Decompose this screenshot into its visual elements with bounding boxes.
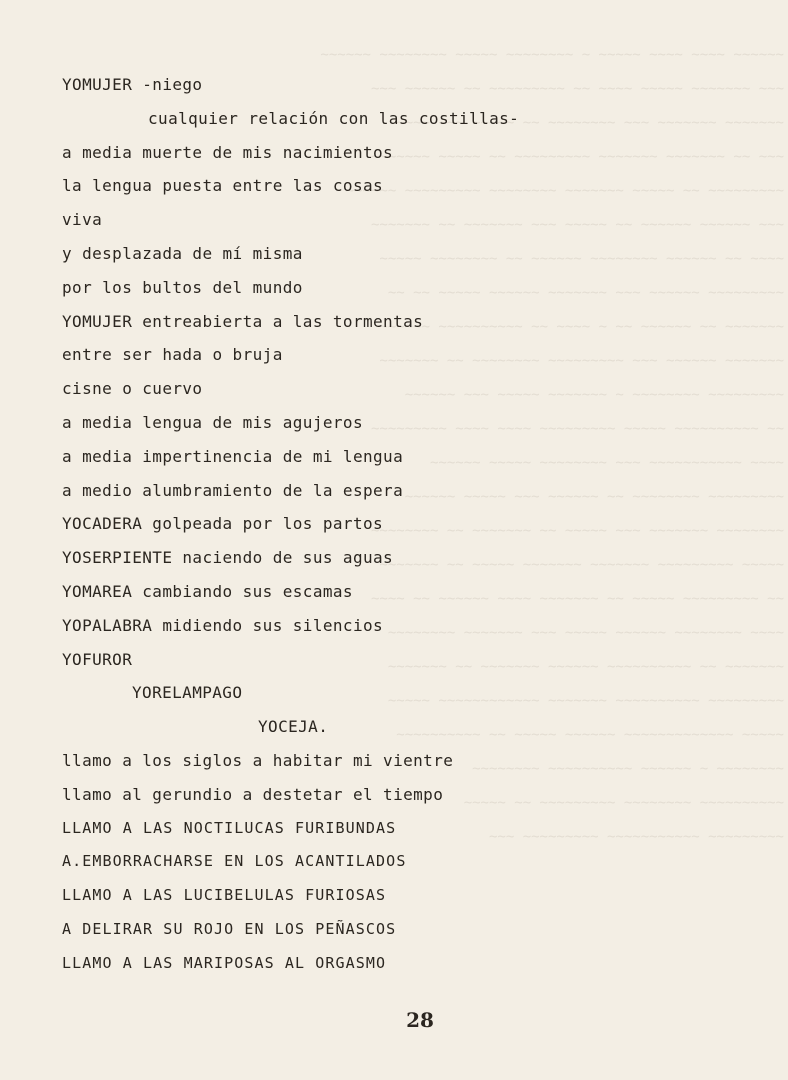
poem-body: [62, 68, 762, 981]
poem-line: LLAMO A LAS MARIPOSAS AL ORGASMO: [62, 953, 387, 972]
bleed-through-texture: ~~~~~~ ~~~~~~~~ ~~~~~ ~~~~~~~~ ~ ~~~~~ ~~~~ ~~~~ ~~~~~~ ~~~ ~~~~~~ ~~ ~~~~~~~~~ ~~ ~~~~ ~~~~~ ~~~~~~~ ~~~ ~~~~ ~~~ ~~~~~ ~~ ~~~~~~~~ ~~~ ~~~~~~~ ~~~~~~~ ~~~~~~~ ~~~~~ ~~ ~~~~~~~~~ ~~~~~~~ ~~~~~~~ ~~ ~~~ ~~~~~~ ~~~~~~~~~ ~~~~~~~~ ~~~~~~~ ~~~~~ ~~ ~~~~~~~~~ ~~~~~~~ ~~ ~~~~~~~ ~~~ ~~~~~ ~~ ~~~~~~ ~~~~~~ ~~~ ~~~~~ ~~~~~~~~ ~~ ~~~~~~ ~~~~~~~~ ~~~~~~ ~~ ~~~~ ~~ ~~ ~~~~~ ~~~~~~ ~~~~~~~ ~~~ ~~~~~~ ~~~~~~~~~ ~~~~~~ ~~~~~~~~~~ ~~ ~~~~ ~ ~~ ~~~~~~ ~~ ~~~~~~~ ~~~~~~~ ~~ ~~~~~~~~ ~~~~~~~~~ ~~~ ~~~~~~ ~~~~~~~ ~~~~~~ ~~~ ~~~~~ ~~~~~~~ ~ ~~~~~~~~ ~~~~~~~~~ ~~~~~~~~~ ~~~~ ~~~~ ~~~~~~~~~ ~~~~~ ~~~~~~~~~~ ~~ ~~~~~~ ~~~~~ ~~~~~~~~ ~~~ ~~~~~~~~~~~ ~~~~ ~~~~~~ ~~~~~ ~~~ ~~~~~~ ~~ ~~~~~~~~ ~~~~~~~~~ ~~~~~~~~ ~~ ~~~~~~~ ~~ ~~~~~ ~~~ ~~~~~~~ ~~~~~~~~ ~~~~~~~ ~~ ~~~~~ ~~~~~~~ ~~~~~~~ ~~~~~~~~~ ~~~~~ ~~~~ ~~ ~~~~~~ ~~~~ ~~~~~~~ ~~ ~~~~~ ~~~~~~~~~ ~~ ~~~~~~~~ ~~~~~~~ ~~~ ~~~~~ ~~~~~~ ~~~~~~~~ ~~~~ ~~~~~~~ ~~ ~~~~~~~ ~~~~~~ ~~~~~~~~~~ ~~ ~~~~~~~ ~~~~~ ~~~~~~~~~~~~ ~~~~~~~ ~~~~~~~~~~ ~~~~~~~~~ ~~~~~~~~~~ ~~ ~~~~~ ~~~~~~ ~~~~~~~~~~~~~ ~~~~~ ~~~~~~~~ ~~~~~~~~~~ ~~~~~~ ~ ~~~~~~~~ ~~~~~ ~~ ~~~~~~~~~ ~~~~~~~~ ~~~~~~~~~~ ~~~ ~~~~~~~~~ ~~~~~~~~~~~ ~~~~~~~~~: [320, 47, 784, 845]
poem-line: YOMUJER -niego: [62, 75, 203, 94]
poem-line: llamo a los siglos a habitar mi vientre: [62, 750, 454, 770]
poem-line: a media impertinencia de mi lengua: [62, 446, 404, 466]
poem-line: YOPALABRA midiendo sus silencios: [62, 615, 384, 635]
poem-line: YOSERPIENTE naciendo de sus aguas: [62, 548, 394, 568]
poem-line: la lengua puesta entre las cosas: [62, 176, 384, 196]
poem-line: LLAMO A LAS LUCIBELULAS FURIOSAS: [62, 886, 387, 905]
poem-line: a media muerte de mis nacimientos: [62, 142, 394, 162]
poem-line: LLAMO A LAS NOCTILUCAS FURIBUNDAS: [62, 818, 397, 837]
poem-line: viva: [62, 210, 103, 230]
poem-line: cisne o cuervo: [62, 379, 203, 399]
poem-line: por los bultos del mundo: [62, 277, 303, 297]
poem-line: YOFUROR: [62, 649, 133, 669]
poem-line: A DELIRAR SU ROJO EN LOS PEÑASCOS: [62, 919, 397, 938]
poem-line: cualquier relación con las costillas-: [148, 108, 520, 128]
poem-line: YORELAMPAGO: [132, 683, 243, 703]
poem-line: y desplazada de mí misma: [62, 243, 303, 263]
page-number: 28: [406, 1008, 434, 1032]
poem-line: A.EMBORRACHARSE EN LOS ACANTILADOS: [62, 852, 407, 871]
poem-line: a media lengua de mis agujeros: [62, 412, 363, 432]
poem-line: entre ser hada o bruja: [62, 345, 283, 365]
poem-line: YOCADERA golpeada por los partos: [62, 514, 384, 534]
poem-line: YOCEJA.: [258, 717, 329, 737]
poem-line: a medio alumbramiento de la espera: [62, 480, 404, 500]
poem-line: YOMAREA cambiando sus escamas: [62, 581, 353, 601]
poem-line: llamo al gerundio a destetar el tiempo: [62, 784, 444, 804]
poem-line: YOMUJER entreabierta a las tormentas: [62, 311, 424, 331]
